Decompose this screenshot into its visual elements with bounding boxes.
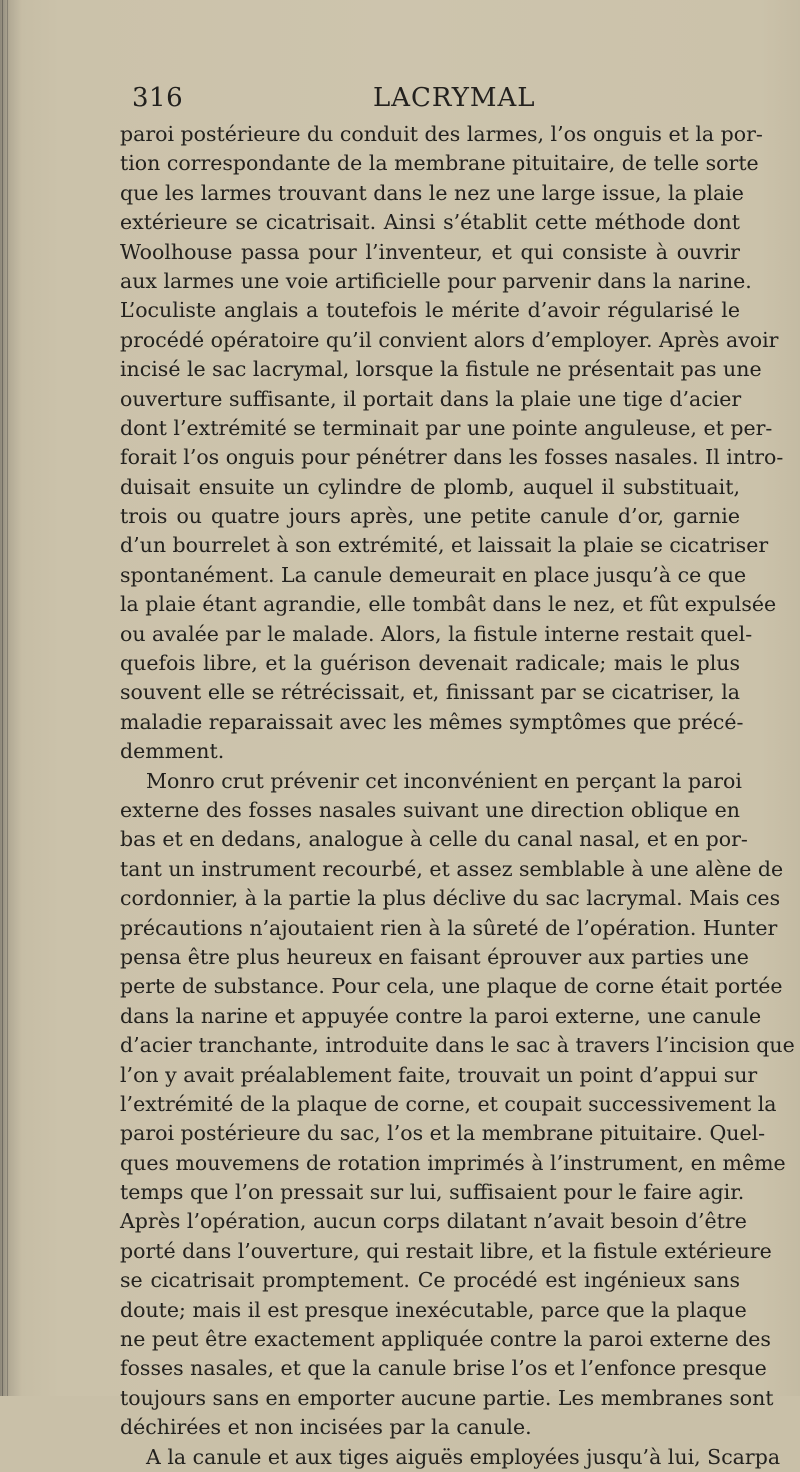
text-line: incisé le sac lacrymal, lorsque la fistule ne présentait pas une xyxy=(120,357,762,382)
text-line: porté dans l’ouverture, qui restait libre, et la fistule extérieure xyxy=(120,1238,772,1263)
text-line: spontanément. La canule demeurait en place jusqu’à ce que xyxy=(120,562,747,587)
text-line: A la canule et aux tiges aiguës employées jusqu’à lui, Scarpa xyxy=(146,1444,781,1469)
text-line: maladie reparaissait avec les mêmes symptômes que précé- xyxy=(120,709,744,734)
text-line: paroi postérieure du sac, l’os et la membrane pituitaire. Quel- xyxy=(120,1121,766,1146)
text-line: Après l’opération, aucun corps dilatant n’avait besoin d’être xyxy=(120,1209,747,1234)
text-line: externe des fosses nasales suivant une direction oblique en xyxy=(120,797,740,822)
text-line: duisait ensuite un cylindre de plomb, auquel il substituait, xyxy=(120,474,740,499)
text-line: tion correspondante de la membrane pituitaire, de telle sorte xyxy=(120,151,759,176)
text-line: trois ou quatre jours après, une petite canule d’or, garnie xyxy=(120,504,740,529)
text-line: d’un bourrelet à son extrémité, et laissait la plaie se cicatriser xyxy=(120,533,769,558)
text-line: procédé opératoire qu’il convient alors d’employer. Après avoir xyxy=(120,327,779,352)
binding-edge xyxy=(2,0,3,1396)
text-line: l’extrémité de la plaque de corne, et coupait successivement la xyxy=(120,1091,777,1116)
text-line: L’oculiste anglais a toutefois le mérite d’avoir régularisé le xyxy=(120,298,740,323)
page-header xyxy=(132,83,742,119)
text-line: ouverture suffisante, il portait dans la plaie une tige d’acier xyxy=(120,386,742,411)
text-line: aux larmes une voie artificielle pour parvenir dans la narine. xyxy=(120,268,752,293)
text-line: d’acier tranchante, introduite dans le sac à travers l’incision que xyxy=(120,1033,795,1058)
text-line: toujours sans en emporter aucune partie. Les membranes sont xyxy=(120,1385,774,1410)
text-line: perte de substance. Pour cela, une plaque de corne était portée xyxy=(120,974,783,999)
text-line: doute; mais il est presque inexécutable, parce que la plaque xyxy=(120,1297,747,1322)
text-line: souvent elle se rétrécissait, et, finissant par se cicatriser, la xyxy=(120,680,740,705)
text-line: pensa être plus heureux en faisant éprouver aux parties une xyxy=(120,944,749,969)
text-line: extérieure se cicatrisait. Ainsi s’établit cette méthode dont xyxy=(120,210,740,235)
text-line: que les larmes trouvant dans le nez une large issue, la plaie xyxy=(120,180,744,205)
text-line: fosses nasales, et que la canule brise l’os et l’enfonce presque xyxy=(120,1356,767,1381)
text-line: la plaie étant agrandie, elle tombât dans le nez, et fût expulsée xyxy=(120,592,777,617)
text-line: tant un instrument recourbé, et assez semblable à une alène de xyxy=(120,856,784,881)
text-line: quefois libre, et la guérison devenait radicale; mais le plus xyxy=(120,651,740,676)
text-line: précautions n’ajoutaient rien à la sûreté de l’opération. Hunter xyxy=(120,915,778,940)
text-line: se cicatrisait promptement. Ce procédé est ingénieux sans xyxy=(120,1268,740,1293)
text-line: dans la narine et appuyée contre la paroi externe, une canule xyxy=(120,1003,762,1028)
text-line: l’on y avait préalablement faite, trouvait un point d’appui sur xyxy=(120,1062,758,1087)
text-line: temps que l’on pressait sur lui, suffisaient pour le faire agir. xyxy=(120,1180,745,1205)
body-text xyxy=(120,120,795,1472)
text-line: demment. xyxy=(120,739,225,764)
text-line: bas et en dedans, analogue à celle du canal nasal, et en por- xyxy=(120,827,748,852)
text-line: paroi postérieure du conduit des larmes, l’os onguis et la por- xyxy=(120,122,763,146)
text-line: ques mouvemens de rotation imprimés à l’instrument, en même xyxy=(120,1150,786,1175)
text-line: déchirées et non incisées par la canule. xyxy=(120,1415,532,1440)
running-head: LACRYMAL xyxy=(373,83,536,113)
text-line: Woolhouse passa pour l’inventeur, et qui consiste à ouvrir xyxy=(120,239,740,264)
text-line: dont l’extrémité se terminait par une pointe anguleuse, et per- xyxy=(120,415,773,440)
text-line: ne peut être exactement appliquée contre la paroi externe des xyxy=(120,1327,771,1352)
text-line: Monro crut prévenir cet inconvénient en perçant la paroi xyxy=(146,768,742,793)
text-line: cordonnier, à la partie la plus déclive du sac lacrymal. Mais ces xyxy=(120,886,781,911)
binding-edge-shadow xyxy=(7,0,8,1396)
page-number: 316 xyxy=(132,83,184,113)
text-line: ou avalée par le malade. Alors, la fistule interne restait quel- xyxy=(120,621,753,646)
text-line: forait l’os onguis pour pénétrer dans les fosses nasales. Il intro- xyxy=(120,445,784,470)
